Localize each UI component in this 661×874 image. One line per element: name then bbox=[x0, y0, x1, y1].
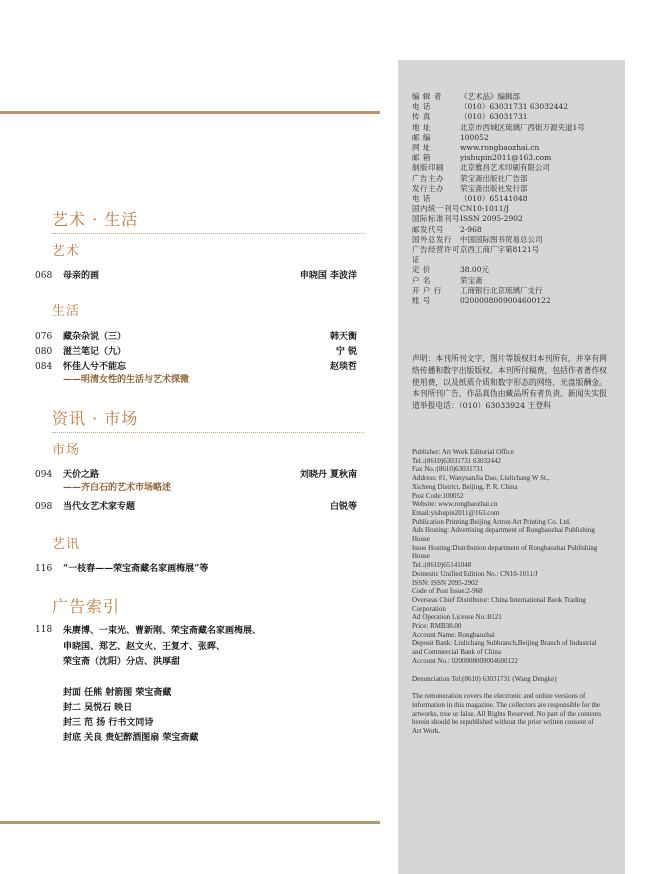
entry-title: 母亲的画 bbox=[63, 271, 100, 281]
dotted-divider bbox=[52, 432, 364, 433]
info-row: 制版印刷 北京雅昌艺术印刷有限公司 bbox=[412, 163, 550, 173]
page-number: 084 bbox=[35, 362, 53, 372]
en-line: Account Name: Rongbaozhai bbox=[412, 630, 495, 639]
info-row: 邮 编 100052 bbox=[412, 132, 489, 142]
entry-title: 天价之路 bbox=[63, 470, 100, 480]
section-title-art-life: 艺术 · 生活 bbox=[52, 210, 139, 229]
info-row: 国内统一刊号 CN10-1011/J bbox=[412, 204, 509, 214]
info-row: 发行主办 荣宝斋出版社发行部 bbox=[412, 183, 528, 193]
entry-author: 韩天衡 bbox=[329, 332, 357, 342]
page-number: 076 bbox=[35, 332, 53, 342]
en-line: Address: #1, WanyuanJia Dao, Liulichang W St., bbox=[412, 474, 550, 483]
en-line: Publication Printing:Beijing Artron Art Printing Co. Ltd. bbox=[412, 517, 571, 526]
masthead-info bbox=[412, 92, 617, 306]
page-number: 068 bbox=[35, 271, 53, 281]
page-number: 080 bbox=[35, 347, 53, 357]
info-row: 开 户 行 工商银行北京琉璃厂支行 bbox=[412, 285, 543, 295]
en-line: Tel.:(8610)63031731 63032442 bbox=[412, 456, 501, 465]
bottom-divider bbox=[0, 821, 380, 824]
page-number: 094 bbox=[35, 470, 53, 480]
en-line: Account No.: 0200008009004600122 bbox=[412, 656, 518, 665]
ad-index-list bbox=[63, 624, 261, 671]
entry-author: 赵琰哲 bbox=[329, 362, 357, 372]
remuneration-statement: The remuneration covers the electronic and online versions of information in this magazine. The collectors are responsible for the artworks, true or false. All Rights Reserved. No part of the contents herein should be republished without the prior written consent of Art Work. bbox=[412, 692, 601, 736]
info-row: 传 真 （010）63031731 bbox=[412, 112, 528, 122]
en-line: Domestic Unified Edition No.: CN10-1011/J bbox=[412, 569, 538, 578]
info-row: 电 话 （010）63031731 63032442 bbox=[412, 102, 569, 112]
info-row: 编 辑 者 《艺术品》编辑部 bbox=[412, 92, 520, 101]
en-line: Publisher: Art Work Editorial Office bbox=[412, 448, 514, 456]
entry-title: 怀佳人兮不能忘 bbox=[63, 362, 127, 372]
en-line: Ads Hosting: Advertising department of Rongbaozhai Publishing House bbox=[412, 526, 595, 544]
entry-author: 白锐等 bbox=[329, 502, 357, 512]
page-number: 118 bbox=[35, 625, 53, 635]
cover-line: 封底 关良 贵妃醉酒图扇 荣宝斋藏 bbox=[63, 733, 199, 743]
en-line: Fax No.:(8610)63031731 bbox=[412, 465, 484, 474]
ad-index-line: 朱赓博、一束光、曹新刚、荣宝斋藏名家画梅展、 bbox=[63, 626, 262, 636]
info-row: 国外总发行 中国国际图书贸易总公司 bbox=[412, 234, 543, 244]
entry-title: 藏杂杂说（三） bbox=[63, 332, 127, 342]
entry-author: 刘晓丹 夏秋南 bbox=[299, 470, 357, 480]
info-row: 邮 箱 yishupin2011@163.com bbox=[412, 153, 552, 163]
entry-author: 宁 锐 bbox=[335, 347, 357, 357]
en-line: Xicheng District, Beijing, P. R. China bbox=[412, 482, 518, 491]
info-row: 广告经营许可证 京西工商广字第8121号 bbox=[412, 245, 540, 265]
en-line: Ad Operation License No.:8121 bbox=[412, 613, 502, 622]
info-row: 邮发代号 2-968 bbox=[412, 224, 482, 234]
section-title-ad-index: 广告索引 bbox=[52, 597, 121, 616]
section-title-news-market: 资讯 · 市场 bbox=[52, 409, 139, 428]
cover-line: 封二 吴悦石 映日 bbox=[63, 703, 133, 713]
info-row: 广告主办 荣宝斋出版社广告部 bbox=[412, 173, 528, 183]
page-number: 116 bbox=[35, 564, 53, 574]
subsection-art: 艺术 bbox=[52, 244, 81, 259]
cover-line: 封面 任熊 射箭图 荣宝斋藏 bbox=[63, 688, 172, 698]
info-row: 账 号 0200008009004600122 bbox=[412, 296, 551, 306]
entry-subtitle: ——明清女性的生活与艺术探微 bbox=[63, 375, 190, 385]
entry-title: “一枝春——荣宝斋藏名家画梅展”等 bbox=[63, 564, 209, 574]
entry-subtitle: ——齐白石的艺术市场略述 bbox=[63, 483, 172, 493]
entry-title: 当代女艺术家专题 bbox=[63, 502, 136, 512]
cover-credits bbox=[63, 686, 198, 746]
en-line: Issue Hosting:Distribution department of Rongbaozhai Publishing House bbox=[412, 543, 598, 561]
entry-title: 滋兰笔记（九） bbox=[63, 347, 127, 357]
en-line: Overseas Chief Distributor: China International Book Trading Corporation bbox=[412, 595, 586, 613]
info-row: 网 址 www.rongbaozhai.cn bbox=[412, 143, 540, 153]
denunciation-line: Denunciation Tel:(8610) 63031731 (Wang Dengke) bbox=[412, 674, 557, 683]
subsection-market: 市场 bbox=[52, 443, 81, 458]
ad-index-line: 申晓国、郑艺、赵文火、王复才、张晖、 bbox=[63, 641, 226, 652]
top-divider bbox=[0, 111, 380, 114]
masthead-english bbox=[412, 448, 604, 736]
page-number: 098 bbox=[35, 502, 53, 512]
en-line: ISSN: ISSN 2095-2902 bbox=[412, 578, 479, 587]
en-line: Deposit Bank: Liulichang Subbranch,Beijing Branch of Industrial and Commercial Bank of China bbox=[412, 639, 597, 657]
subsection-life: 生活 bbox=[52, 304, 81, 319]
subsection-news: 艺讯 bbox=[52, 537, 81, 552]
copyright-statement-cn: 声明：本刊所刊文字、图片等版权归本刊所有，并享有网络传播和数字出版版权。本刊所付稿费，包括作者著作权使用费，以及纸质介质和数字形态的网络、光盘版酬金。本刊所刊广告，作品真伪由藏品所有者负责。新闻失实报道举报电话：（010）63033924 王登科 bbox=[412, 354, 607, 411]
info-row: 国际标准刊号 ISSN 2095-2902 bbox=[412, 214, 523, 224]
ad-index-line: 荣宝斋（沈阳）分店、洪厚甜 bbox=[63, 657, 181, 667]
en-line: Code of Post Issue:2-968 bbox=[412, 587, 483, 596]
info-row: 电 话 （010）65141048 bbox=[412, 194, 528, 204]
entry-author: 申晓国 李波洋 bbox=[299, 271, 357, 281]
info-row: 地 址 北京市西城区琉璃厂西街万源夹道1号 bbox=[412, 122, 585, 132]
en-line: Website: www.rongbaozhai.cn bbox=[412, 500, 498, 509]
en-line: Email:yishupin2011@163.com bbox=[412, 508, 500, 517]
en-line: Post Code:100052 bbox=[412, 491, 464, 500]
info-row: 户 名 荣宝斋 bbox=[412, 275, 483, 285]
en-line: Tel.:(8610)65141048 bbox=[412, 561, 472, 570]
info-row: 定 价 38.00元 bbox=[412, 265, 489, 275]
en-line: Price: RMB38.00 bbox=[412, 622, 462, 631]
cover-line: 封三 范 扬 行书文同诗 bbox=[63, 718, 154, 728]
dotted-divider bbox=[52, 233, 364, 234]
